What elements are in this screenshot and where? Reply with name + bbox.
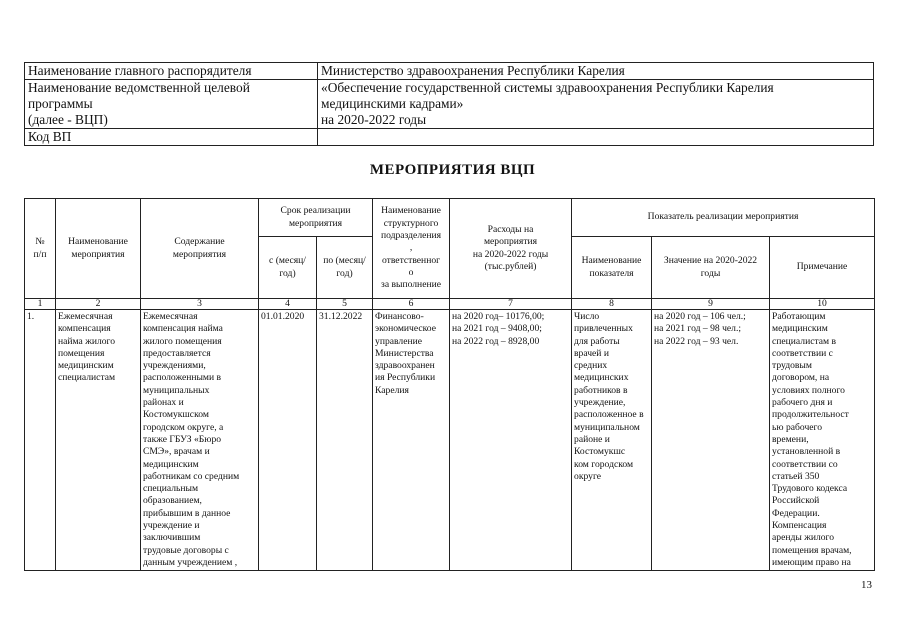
page-number: 13	[861, 579, 872, 591]
col-header-content: Содержание мероприятия	[141, 199, 259, 299]
start-date: 01.01.2020	[259, 310, 317, 571]
activity-name: Ежемесячная компенсация найма жилого помещения медицинским специалистам	[56, 310, 141, 571]
note: Работающим медицинским специалистам в соответствии с трудовым договором, на условиях полного рабочего дня и продолжительност ью рабочего времени, установленной в соответствии со статьей 350 Трудового кодекса Российской Федерации. Компенсация аренды жилого помещения врачам, имеющим право на	[770, 310, 875, 571]
column-number: 4	[259, 299, 317, 310]
end-date: 31.12.2022	[317, 310, 373, 571]
header-row-code	[25, 129, 874, 146]
col-header-name: Наименование мероприятия	[56, 199, 141, 299]
activities-table	[24, 198, 875, 571]
activity-content: Ежемесячная компенсация найма жилого помещения предоставляется учреждениями, расположенными в муниципальных районах и Костомукшском городском округе, а также ГБУЗ «Бюро СМЭ», врачам и медицинским работникам со средним специальным образованием, прибывшим в данное учреждение и заключившим трудовые договоры с данным учреждением ,	[141, 310, 259, 571]
column-number: 5	[317, 299, 373, 310]
header-row-top	[25, 199, 875, 237]
col-header-start: с (месяц/ год)	[259, 237, 317, 299]
col-header-note: Примечание	[770, 237, 875, 299]
column-number: 2	[56, 299, 141, 310]
col-header-period: Срок реализации мероприятия	[259, 199, 373, 237]
page-title: МЕРОПРИЯТИЯ ВЦП	[369, 162, 536, 178]
header-label-code: Код ВП	[25, 129, 318, 146]
header-value-program: «Обеспечение государственной системы здравоохранения Республики Карелия медицинскими кадрами» на 2020-2022 годы	[318, 80, 874, 129]
header-row-program	[25, 80, 874, 129]
header-row-manager	[25, 63, 874, 80]
responsible-unit: Финансово- экономическое управление Министерства здравоохранен ия Республики Карелия	[373, 310, 450, 571]
col-header-responsible: Наименование структурного подразделения , ответственног о за выполнение	[373, 199, 450, 299]
column-number: 1	[25, 299, 56, 310]
column-number: 3	[141, 299, 259, 310]
column-number: 7	[450, 299, 572, 310]
header-label-manager: Наименование главного распорядителя	[25, 63, 318, 80]
column-number: 10	[770, 299, 875, 310]
indicator-value: на 2020 год – 106 чел.; на 2021 год – 98 чел.; на 2022 год – 93 чел.	[652, 310, 770, 571]
col-header-end: по (месяц/ год)	[317, 237, 373, 299]
header-value-manager: Министерство здравоохранения Республики Карелия	[318, 63, 874, 80]
column-number: 8	[572, 299, 652, 310]
table-row	[25, 310, 875, 571]
col-header-indicator-name: Наименование показателя	[572, 237, 652, 299]
program-header-table	[24, 62, 874, 146]
col-header-indicator-value: Значение на 2020-2022 годы	[652, 237, 770, 299]
col-header-indicator-group: Показатель реализации мероприятия	[572, 199, 875, 237]
header-value-code	[318, 129, 874, 146]
expenses: на 2020 год– 10176,00; на 2021 год – 9408,00; на 2022 год – 8928,00	[450, 310, 572, 571]
column-number: 9	[652, 299, 770, 310]
col-header-expenses: Расходы на мероприятия на 2020-2022 годы (тыс.рублей)	[450, 199, 572, 299]
column-number: 6	[373, 299, 450, 310]
row-number: 1.	[25, 310, 56, 571]
col-header-number: № п/п	[25, 199, 56, 299]
indicator-name: Число привлеченных для работы врачей и средних медицинских работников в учреждение, расположенное в муниципальном районе и Костомукшс ком городском округе	[572, 310, 652, 571]
header-label-program: Наименование ведомственной целевой программы (далее - ВЦП)	[25, 80, 318, 129]
column-number-row	[25, 299, 875, 310]
